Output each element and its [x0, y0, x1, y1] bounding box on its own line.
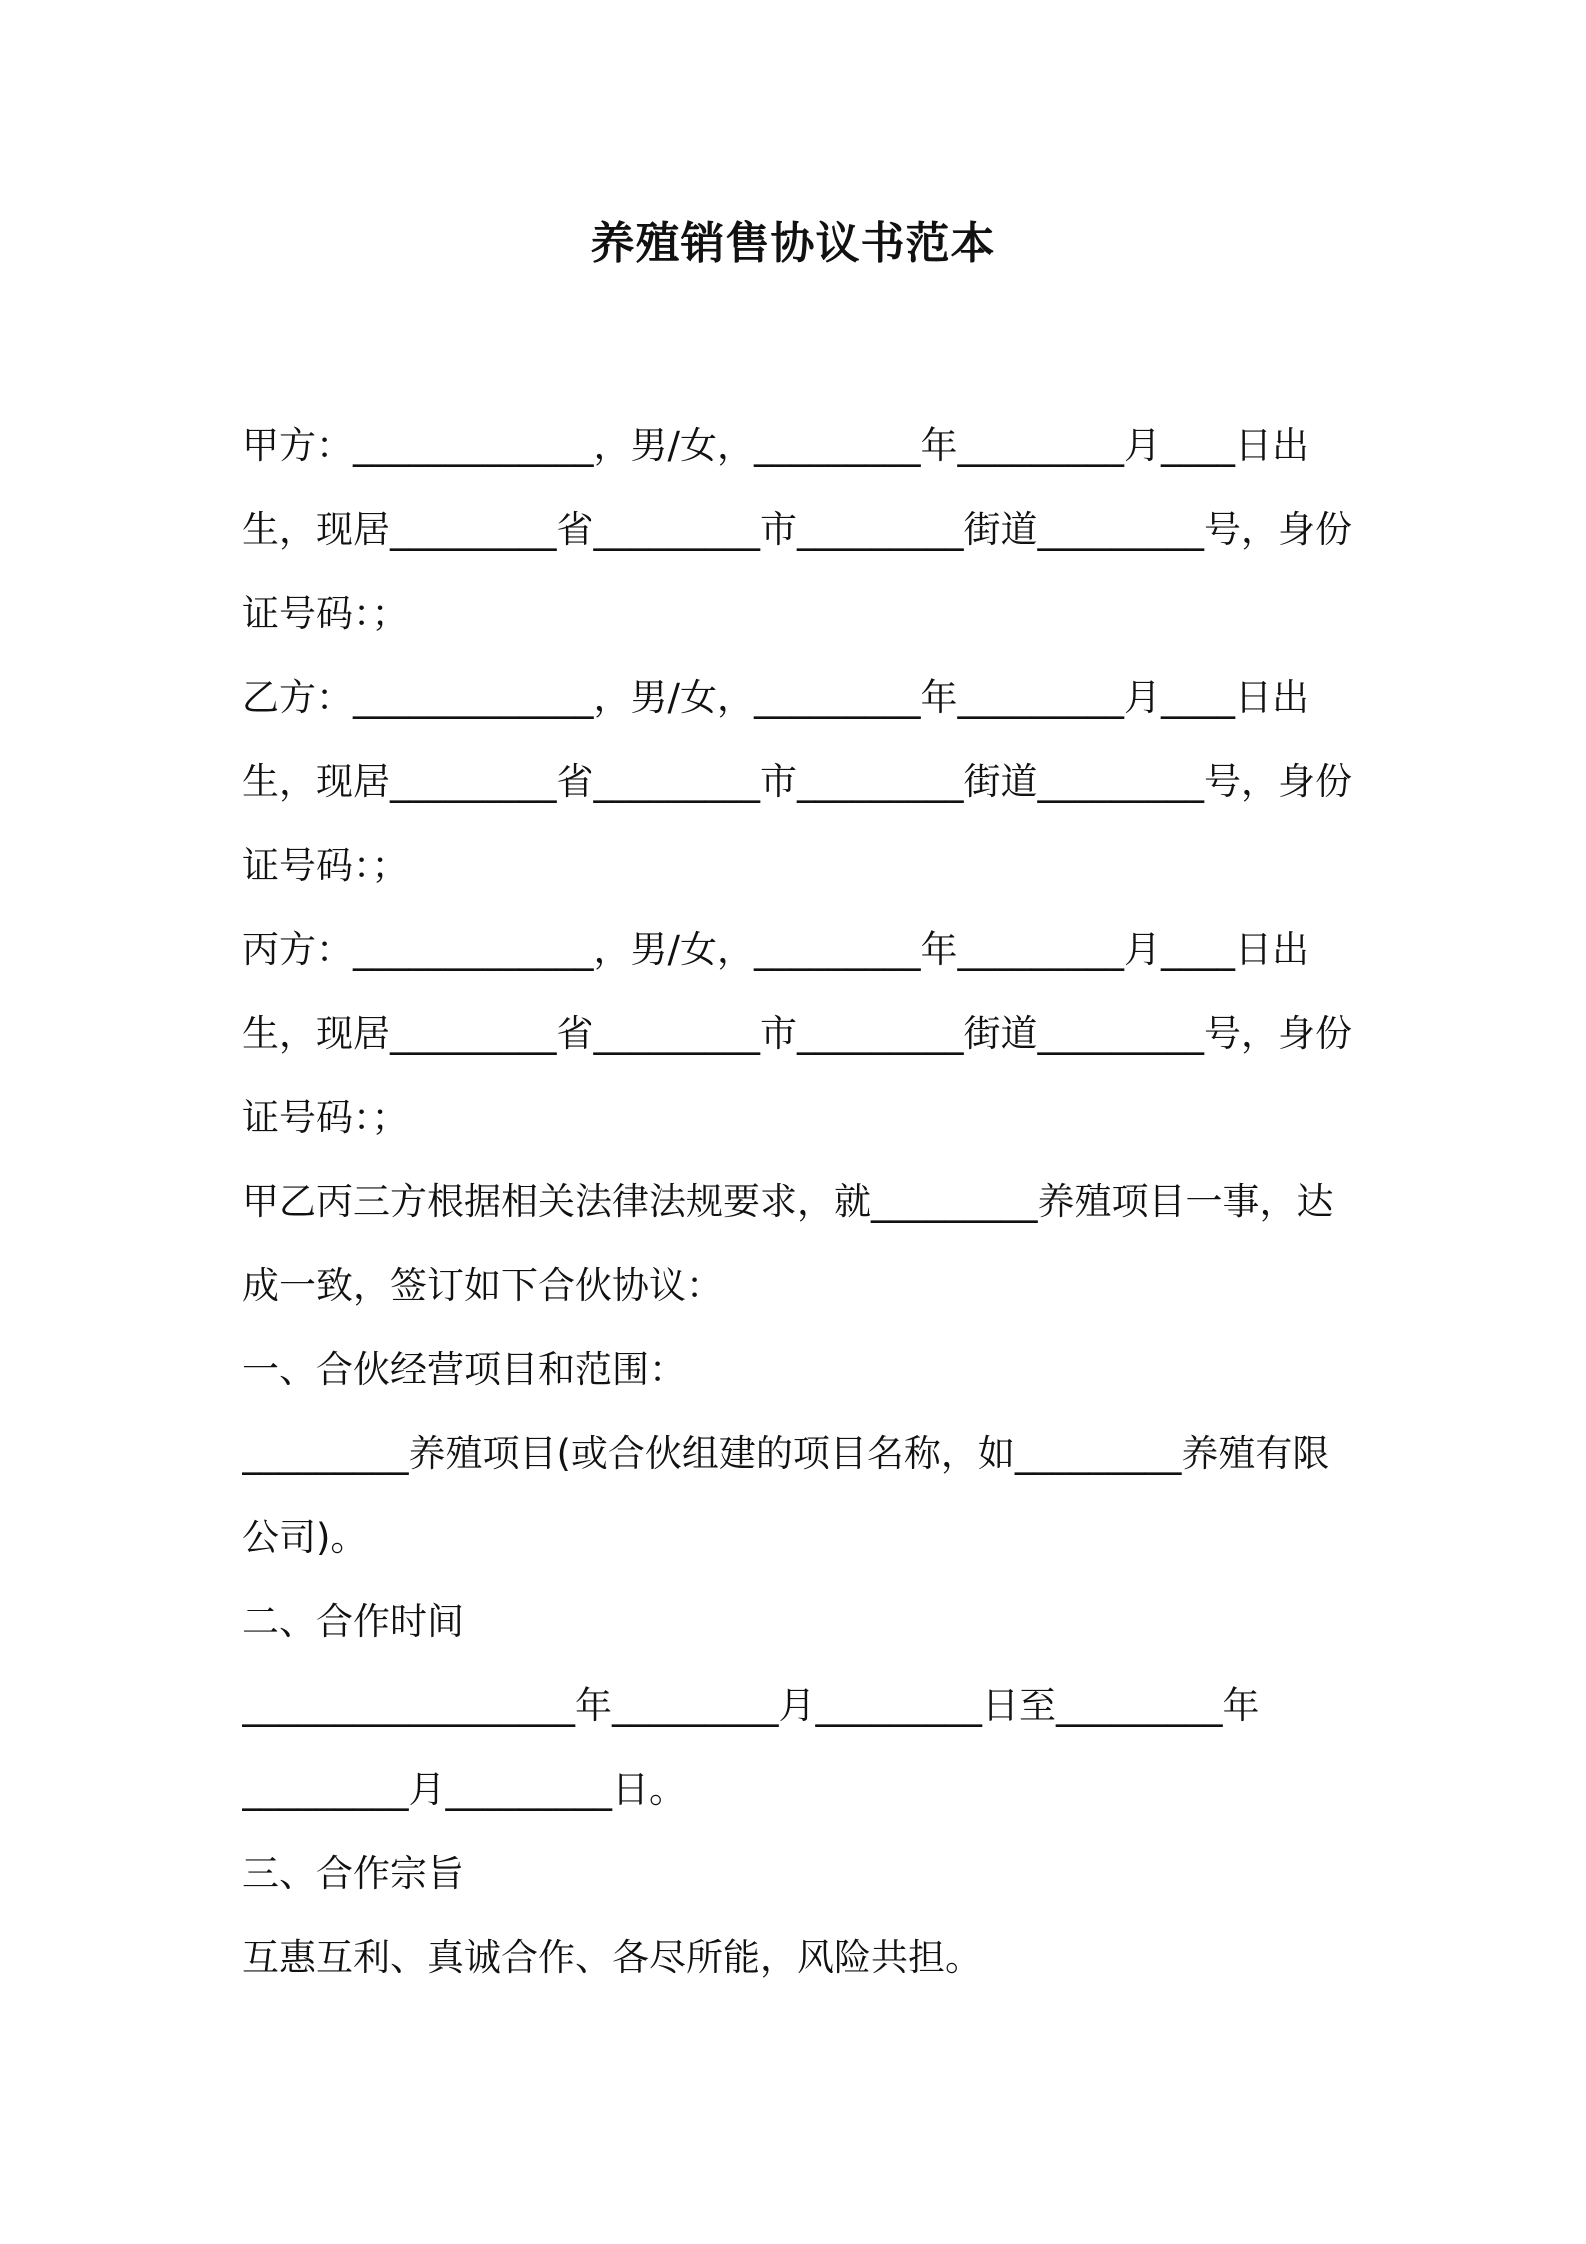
- section-1-text-line-2: 公司)。: [242, 1516, 368, 1559]
- party-a-line-1: 甲方：_____________，男/女，_________年_________月____日出: [242, 424, 1309, 467]
- section-3-text: 互惠互利、真诚合作、各尽所能，风险共担。: [242, 1936, 982, 1979]
- agreement-intro-line-1: 甲乙丙三方根据相关法律法规要求，就_________养殖项目一事，达: [242, 1180, 1334, 1223]
- agreement-intro-line-2: 成一致，签订如下合伙协议：: [242, 1264, 723, 1307]
- section-2-text-line-1: __________________年_________月_________日至_________年: [242, 1684, 1260, 1727]
- section-1-text-line-1: _________养殖项目(或合伙组建的项目名称，如_________养殖有限: [242, 1432, 1330, 1475]
- party-b-line-1: 乙方：_____________，男/女，_________年_________月____日出: [242, 676, 1309, 719]
- section-1-heading: 一、合伙经营项目和范围：: [242, 1348, 686, 1391]
- party-b-line-3: 证号码：；: [242, 844, 409, 887]
- party-c-line-2: 生，现居_________省_________市_________街道_________号，身份: [242, 1012, 1352, 1055]
- party-a-line-3: 证号码：；: [242, 592, 409, 635]
- document-title: 养殖销售协议书范本: [590, 218, 996, 269]
- section-3-heading: 三、合作宗旨: [242, 1852, 464, 1895]
- party-b-line-2: 生，现居_________省_________市_________街道_________号，身份: [242, 760, 1352, 803]
- section-2-heading: 二、合作时间: [242, 1600, 464, 1643]
- section-2-text-line-2: _________月_________日。: [242, 1768, 686, 1811]
- document-body: [242, 404, 1362, 2000]
- party-a-line-2: 生，现居_________省_________市_________街道_________号，身份: [242, 508, 1352, 551]
- party-c-line-3: 证号码：；: [242, 1096, 409, 1139]
- party-c-line-1: 丙方：_____________，男/女，_________年_________月____日出: [242, 928, 1309, 971]
